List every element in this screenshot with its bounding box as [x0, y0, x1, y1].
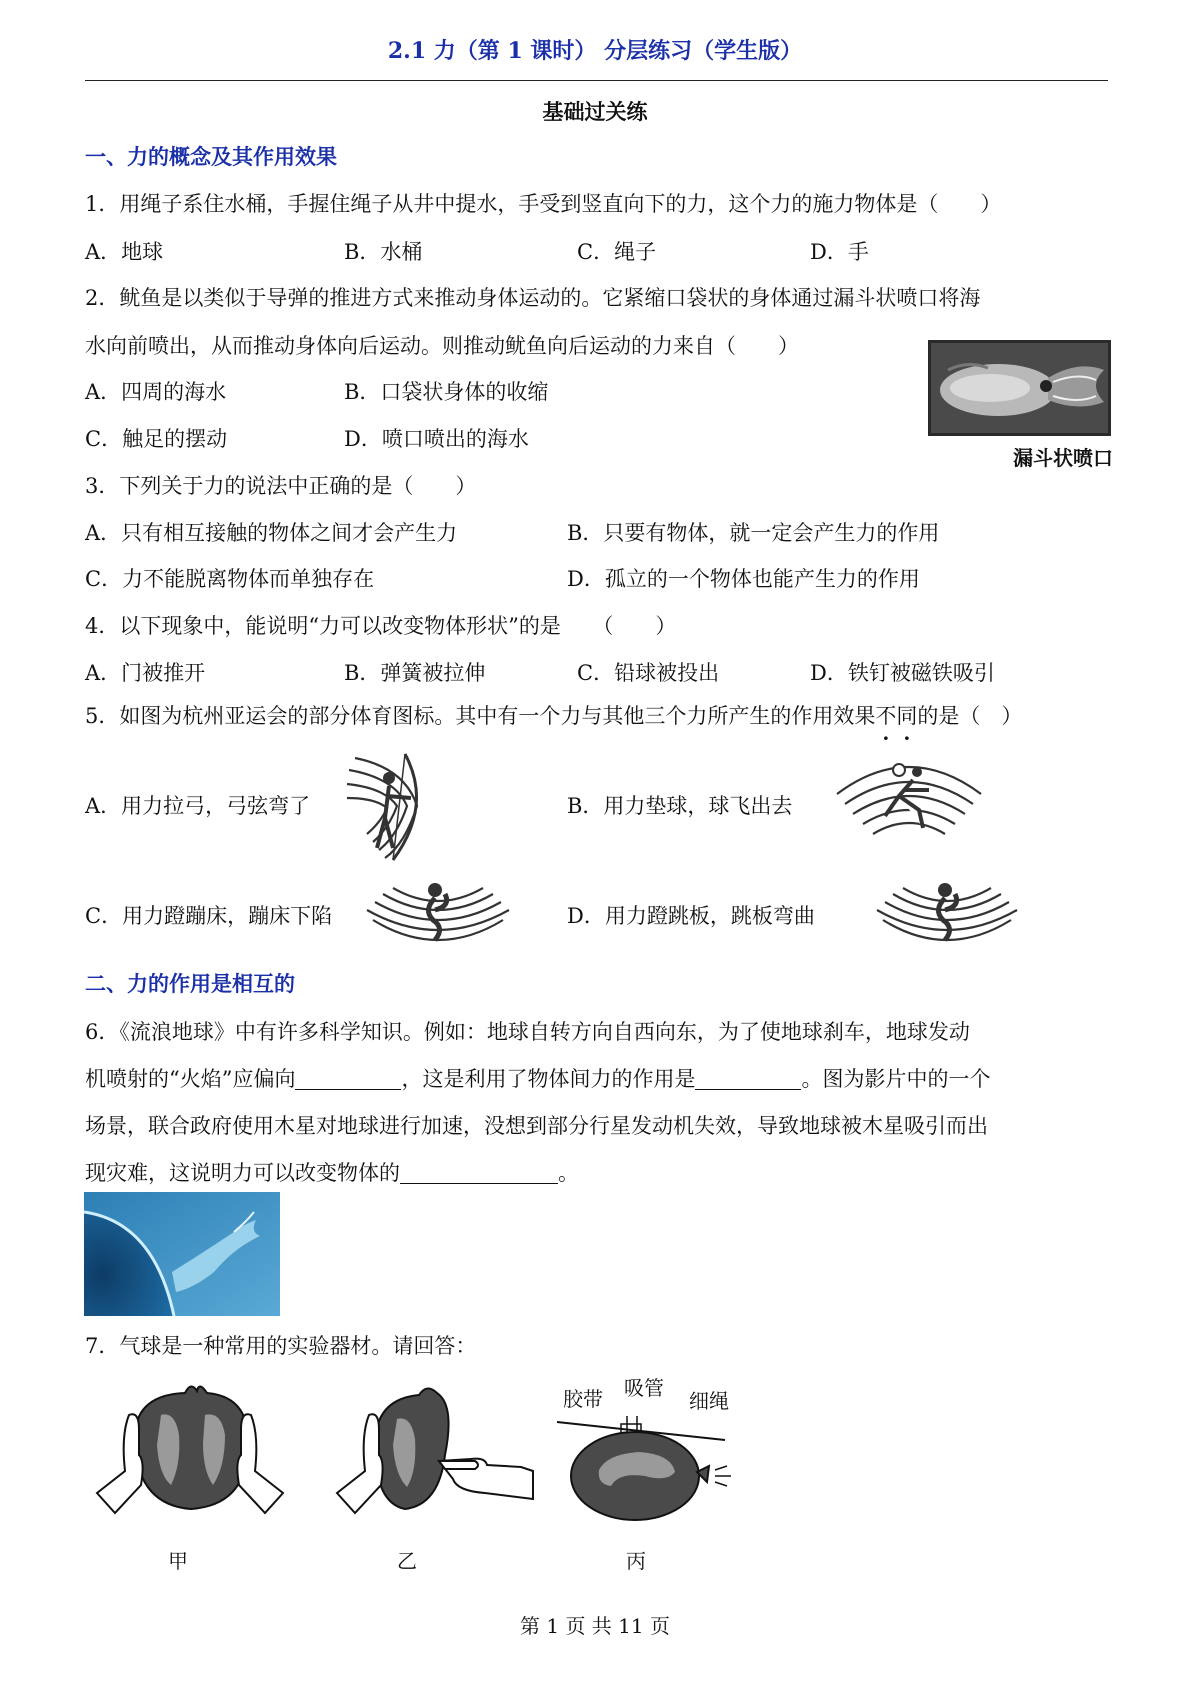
q6-line4-part-b: 。: [558, 1161, 579, 1185]
q2-option-a: A．四周的海水: [85, 380, 227, 404]
q5-option-b: B．用力垫球，球飞出去: [567, 794, 793, 818]
q5-option-a: A．用力拉弓，弓弦弯了: [85, 794, 311, 818]
figure-caption-jia: 甲: [168, 1549, 188, 1573]
section-subtitle: 基础过关练: [542, 99, 648, 124]
earth-jupiter-scene-image: [84, 1192, 280, 1316]
q6-line2-part-a: 机喷射的“火焰”应偏向: [85, 1067, 296, 1091]
balloon-figure-yi: [335, 1375, 535, 1525]
q5-stem-after: 的是（ ）: [917, 704, 1023, 728]
question-7-stem: 7．气球是一种常用的实验器材。请回答：: [85, 1334, 477, 1358]
q5-option-c: C．用力蹬蹦床，蹦床下陷: [85, 904, 333, 928]
q4-option-a: A．门被推开: [85, 661, 206, 685]
section-heading-1: 一、力的概念及其作用效果: [85, 144, 337, 169]
q5-emphasis-1: 不: [875, 704, 897, 728]
page-number: 第 1 页 共 11 页: [520, 1614, 670, 1638]
section-heading-2: 二、力的作用是相互的: [85, 971, 295, 996]
question-4-stem: 4．以下现象中，能说明“力可以改变物体形状”的是 （ ）: [85, 614, 677, 638]
question-6-line3: 场景，联合政府使用木星对地球进行加速，没想到部分行星发动机失效，导致地球被木星吸引而出: [85, 1114, 988, 1138]
q4-option-b: B．弹簧被拉伸: [344, 661, 486, 685]
archery-pictogram: [345, 748, 427, 864]
q1-option-a: A．地球: [85, 240, 164, 264]
q5-stem-before: 5．如图为杭州亚运会的部分体育图标。其中有一个力与其他三个力所产生的作用效果: [85, 704, 876, 728]
squid-figure-caption: 漏斗状喷口: [1013, 446, 1113, 470]
q3-option-c: C．力不能脱离物体而单独存在: [85, 567, 375, 591]
question-6-line2: [85, 1063, 990, 1093]
label-tape: 胶带: [563, 1387, 603, 1411]
question-1-stem: 1．用绳子系住水桶，手握住绳子从井中提水，手受到竖直向下的力，这个力的施力物体是（ ）: [85, 192, 1002, 216]
q6-line2-part-b: ，这是利用了物体间力的作用是: [401, 1067, 696, 1091]
q1-option-b: B．水桶: [344, 240, 423, 264]
q3-option-d: D．孤立的一个物体也能产生力的作用: [567, 567, 920, 591]
question-3-stem: 3．下列关于力的说法中正确的是（ ）: [85, 474, 477, 498]
balloon-rocket-figure-bing: [555, 1410, 755, 1530]
q5-emphasis-2: 同: [896, 704, 918, 728]
q2-option-b: B．口袋状身体的收缩: [344, 380, 549, 404]
q6-answer-blank-2[interactable]: [695, 1067, 801, 1090]
q6-answer-blank-3[interactable]: [400, 1161, 558, 1184]
document-title: 2.1 力（第 1 课时） 分层练习（学生版）: [387, 38, 803, 64]
q2-option-c: C．触足的摆动: [85, 427, 228, 451]
question-2-stem-line1: 2．鱿鱼是以类似于导弹的推进方式来推动身体运动的。它紧缩口袋状的身体通过漏斗状喷口将海: [85, 286, 981, 310]
q1-option-c: C．绳子: [577, 240, 657, 264]
q6-line2-part-c: 。图为影片中的一个: [801, 1067, 991, 1091]
q4-option-c: C．铅球被投出: [577, 661, 720, 685]
question-6-line1: 6．《流浪地球》中有许多科学知识。例如：地球自转方向自西向东，为了使地球刹车，地球发动: [85, 1020, 970, 1044]
q5-option-d: D．用力蹬跳板，跳板弯曲: [567, 904, 815, 928]
trampoline-pictogram: [363, 880, 513, 952]
figure-caption-yi: 乙: [397, 1549, 417, 1573]
volleyball-pictogram: [833, 760, 985, 842]
diving-pictogram: [873, 880, 1021, 952]
q6-answer-blank-1[interactable]: [295, 1067, 401, 1090]
figure-caption-bing: 丙: [626, 1549, 646, 1573]
question-6-line4: [85, 1157, 579, 1187]
balloon-figure-jia: [95, 1375, 285, 1525]
question-2-stem-line2: 水向前喷出，从而推动身体向后运动。则推动鱿鱼向后运动的力来自（ ）: [85, 334, 799, 358]
q4-option-d: D．铁钉被磁铁吸引: [810, 661, 995, 685]
label-straw: 吸管: [624, 1376, 664, 1400]
label-string: 细绳: [689, 1389, 729, 1413]
q3-option-a: A．只有相互接触的物体之间才会产生力: [85, 521, 458, 545]
q2-option-d: D．喷口喷出的海水: [344, 427, 529, 451]
q3-option-b: B．只要有物体，就一定会产生力的作用: [567, 521, 940, 545]
q6-line4-part-a: 现灾难，这说明力可以改变物体的: [85, 1161, 400, 1185]
question-5-stem: [85, 700, 1022, 730]
q1-option-d: D．手: [810, 240, 869, 264]
title-divider: [85, 80, 1108, 81]
squid-photo: [928, 340, 1111, 436]
